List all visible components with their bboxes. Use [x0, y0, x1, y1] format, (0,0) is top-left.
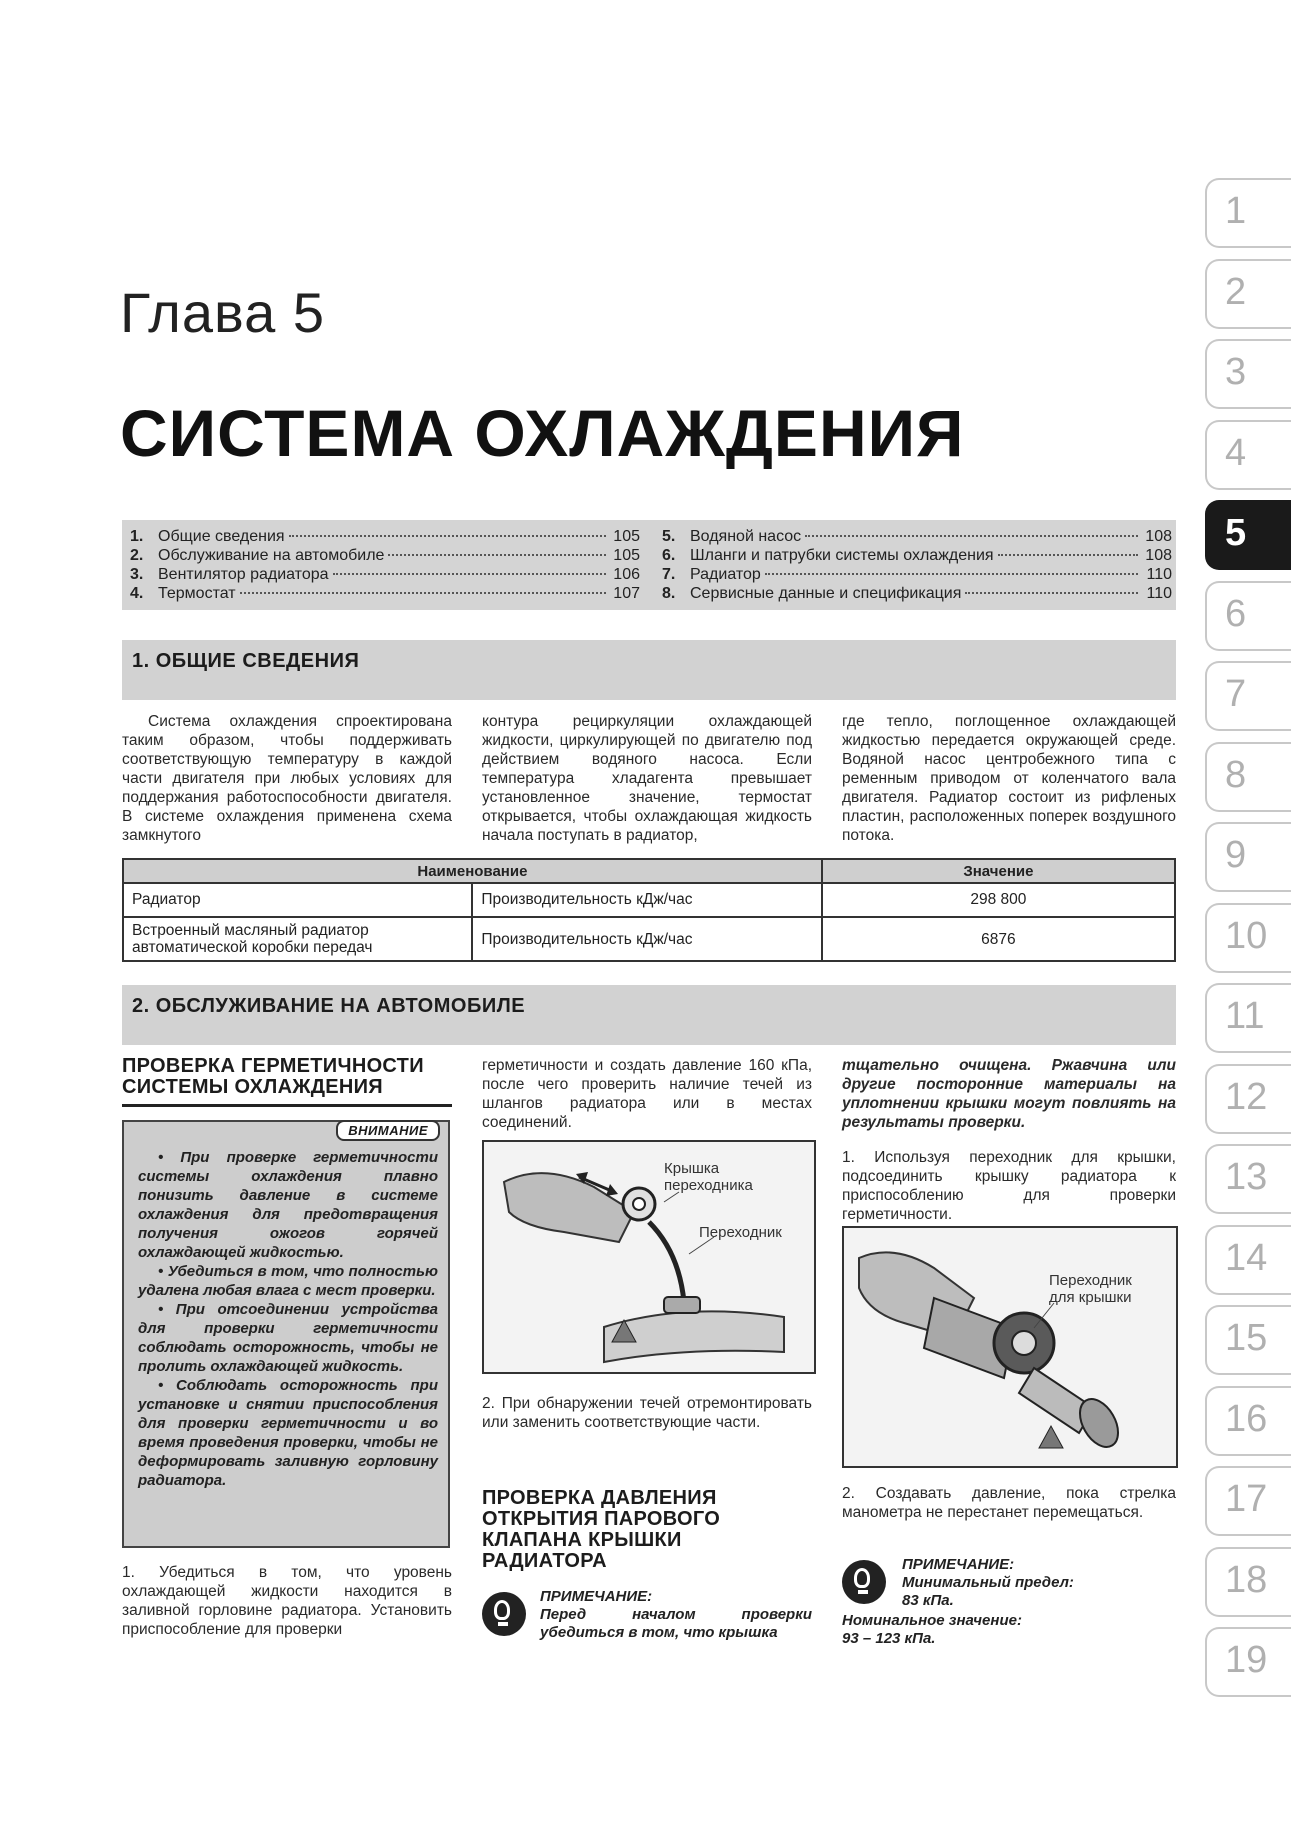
toc-entry[interactable]: [130, 547, 640, 566]
chapter-tab-label: 5: [1225, 512, 1247, 554]
figure-label-cap-adapter: Крышка переходника: [664, 1160, 753, 1194]
chapter-tab-label: 18: [1225, 1559, 1268, 1601]
chapter-tab-6[interactable]: [1205, 581, 1291, 651]
toc-entry-number: 6.: [662, 547, 676, 564]
paragraph: 2. Создавать давление, пока стрелка манометра не перестанет перемещаться.: [842, 1485, 1176, 1521]
column-2-top-text: [482, 1056, 812, 1132]
table-of-contents: [122, 520, 1176, 610]
chapter-tab-1[interactable]: [1205, 178, 1291, 248]
note-2-line: Минимальный предел:: [902, 1574, 1074, 1591]
chapter-tab-9[interactable]: [1205, 822, 1291, 892]
chapter-title: СИСТЕМА ОХЛАЖДЕНИЯ: [120, 396, 965, 470]
figure-label-adapter: Переходник: [699, 1224, 782, 1241]
table-cell-value: 298 800: [822, 883, 1175, 917]
toc-entry-page: 110: [1146, 566, 1172, 583]
toc-entry-number: 2.: [130, 547, 144, 564]
toc-leader-dots: [765, 573, 1138, 575]
chapter-tab-19[interactable]: [1205, 1627, 1291, 1697]
chapter-tab-label: 10: [1225, 915, 1268, 957]
chapter-tab-13[interactable]: [1205, 1144, 1291, 1214]
chapter-tab-4[interactable]: [1205, 420, 1291, 490]
toc-leader-dots: [388, 554, 606, 556]
note-2: [902, 1556, 1162, 1610]
toc-entry-page: 107: [613, 585, 640, 602]
toc-entry-number: 5.: [662, 528, 676, 545]
toc-entry-title: Общие сведения: [158, 528, 285, 545]
step-1-text: [122, 1563, 452, 1639]
chapter-tab-16[interactable]: [1205, 1386, 1291, 1456]
column-header-name: Наименование: [123, 859, 822, 883]
note-1-text: Перед началом проверки убедиться в том, что крышка: [540, 1606, 812, 1641]
paragraph: контура рециркуляции охлаждающей жидкости, циркулирующей по двигателю под действием водяного насоса. Если температура хладагента превышает установленное значение, термостат открывается, чтобы охлаждающая жидкость начала поступать в радиатор,: [482, 713, 812, 844]
toc-entry-page: 105: [613, 547, 640, 564]
toc-entry[interactable]: [662, 528, 1172, 547]
toc-entry[interactable]: [662, 566, 1172, 585]
toc-entry-title: Сервисные данные и спецификация: [690, 585, 962, 602]
chapter-tab-2[interactable]: [1205, 259, 1291, 329]
toc-entry[interactable]: [662, 547, 1172, 566]
table-cell-item: Встроенный масляный радиатор автоматической коробки передач: [123, 917, 472, 961]
toc-leader-dots: [289, 535, 606, 537]
paragraph: 1. Используя переходник для крышки, подсоединить крышку радиатора к приспособлению для проверки герметичности.: [842, 1149, 1176, 1223]
toc-leader-dots: [965, 592, 1138, 594]
step-3-text: [842, 1148, 1176, 1224]
chapter-tab-label: 3: [1225, 351, 1247, 393]
section-1-column-2: [482, 712, 812, 845]
paragraph: тщательно очищена. Ржавчина или другие посторонние материалы на уплотнении крышки могут повлиять на результаты проверки.: [842, 1057, 1176, 1131]
section-1-header: [122, 640, 1176, 700]
note-1: [540, 1588, 812, 1642]
step-4-text: [842, 1484, 1176, 1522]
paragraph: 2. При обнаружении течей отремонтировать или заменить соответствующие части.: [482, 1395, 812, 1431]
chapter-tab-label: 6: [1225, 593, 1247, 635]
subheading-leak-test: ПРОВЕРКА ГЕРМЕТИЧНОСТИ СИСТЕМЫ ОХЛАЖДЕНИЯ: [122, 1056, 452, 1107]
toc-entry-title: Обслуживание на автомобиле: [158, 547, 385, 564]
cap-adapter-illustration: [844, 1228, 1176, 1466]
toc-entry-title: Шланги и патрубки системы охлаждения: [690, 547, 994, 564]
toc-entry-page: 105: [613, 528, 640, 545]
note-1-title: ПРИМЕЧАНИЕ:: [540, 1588, 653, 1605]
paragraph: Система охлаждения спроектирована таким образом, чтобы поддерживать соответствующую температуру в каждой части двигателя при любых условиях для поддержания работоспособности двигателя. В системе охлаждения применена схема замкнутого: [122, 713, 452, 844]
warning-item: • При отсоединении устройства для проверки герметичности соблюдать осторожность, чтобы не пролить охлаждающей жидкость.: [138, 1301, 438, 1375]
subheading-cap-valve-test: ПРОВЕРКА ДАВЛЕНИЯ ОТКРЫТИЯ ПАРОВОГО КЛАПАНА КРЫШКИ РАДИАТОРА: [482, 1487, 721, 1572]
toc-leader-dots: [998, 554, 1138, 556]
warning-tag: ВНИМАНИЕ: [336, 1120, 440, 1141]
column-3-top-text: [842, 1056, 1176, 1132]
figure-pressure-tester: [482, 1140, 816, 1374]
toc-entry-page: 106: [613, 566, 640, 583]
figure-label-cap-adapter-2: Переходник для крышки: [1049, 1272, 1132, 1306]
chapter-tab-8[interactable]: [1205, 742, 1291, 812]
table-row: [123, 883, 1175, 917]
chapter-tab-label: 13: [1225, 1156, 1268, 1198]
toc-entry-title: Радиатор: [690, 566, 761, 583]
chapter-tab-label: 12: [1225, 1076, 1268, 1118]
specification-table: [122, 858, 1176, 962]
warning-item: • Соблюдать осторожность при установке и снятии приспособления для проверки герметичности и во время проведения проверки, чтобы не деформировать заливную горловину радиатора.: [138, 1377, 438, 1489]
table-cell-param: Производительность кДж/час: [472, 917, 821, 961]
table-header-row: [123, 859, 1175, 883]
chapter-tab-14[interactable]: [1205, 1225, 1291, 1295]
chapter-tab-label: 11: [1225, 995, 1265, 1037]
chapter-tab-label: 9: [1225, 834, 1247, 876]
section-2-title: 2. ОБСЛУЖИВАНИЕ НА АВТОМОБИЛЕ: [132, 995, 526, 1017]
toc-column-right: [662, 528, 1172, 604]
chapter-tab-15[interactable]: [1205, 1305, 1291, 1375]
paragraph: 1. Убедиться в том, что уровень охлаждающей жидкости находится в заливной горловине радиатора. Установить приспособление для проверки: [122, 1564, 452, 1638]
section-1-column-3: [842, 712, 1176, 845]
note-2-nominal: [842, 1612, 1162, 1648]
toc-entry-title: Вентилятор радиатора: [158, 566, 329, 583]
toc-leader-dots: [240, 592, 606, 594]
note-2-line: Номинальное значение:: [842, 1612, 1022, 1629]
figure-cap-adapter: [842, 1226, 1178, 1468]
toc-entry-title: Водяной насос: [690, 528, 802, 545]
chapter-tab-label: 7: [1225, 673, 1247, 715]
chapter-tab-label: 14: [1225, 1237, 1268, 1279]
step-2-text: [482, 1394, 812, 1432]
paragraph: где тепло, поглощенное охлаждающей жидкостью передается окружающей среде. Водяной насос центробежного типа с ременным приводом от коленчатого вала двигателя. Радиатор состоит из рифленых пластин, расположенных поперек воздушного потока.: [842, 713, 1176, 844]
toc-entry-title: Термостат: [158, 585, 236, 602]
note-icon: [842, 1560, 886, 1604]
toc-entry[interactable]: [130, 566, 640, 585]
toc-entry[interactable]: [130, 528, 640, 547]
toc-entry-number: 4.: [130, 585, 144, 602]
table-cell-param: Производительность кДж/час: [472, 883, 821, 917]
chapter-tab-label: 2: [1225, 271, 1247, 313]
note-icon: [482, 1592, 526, 1636]
chapter-tab-label: 4: [1225, 432, 1247, 474]
toc-entry-number: 3.: [130, 566, 144, 583]
table-cell-item: Радиатор: [123, 883, 472, 917]
chapter-tab-7[interactable]: [1205, 661, 1291, 731]
warning-item: • Убедиться в том, что полностью удалена любая влага с мест проверки.: [138, 1263, 438, 1299]
toc-entry-number: 8.: [662, 585, 676, 602]
toc-entry-page: 108: [1145, 547, 1172, 564]
section-1-column-1: [122, 712, 452, 845]
chapter-tab-12[interactable]: [1205, 1064, 1291, 1134]
chapter-tab-17[interactable]: [1205, 1466, 1291, 1536]
chapter-tab-3[interactable]: [1205, 339, 1291, 409]
paragraph: герметичности и создать давление 160 кПа, после чего проверить наличие течей из шлангов радиатора или в местах соединений.: [482, 1057, 812, 1131]
note-2-line: 93 – 123 кПа.: [842, 1630, 936, 1647]
toc-leader-dots: [333, 573, 606, 575]
toc-column-left: [130, 528, 640, 604]
chapter-tab-10[interactable]: [1205, 903, 1291, 973]
chapter-tab-label: 15: [1225, 1317, 1268, 1359]
chapter-tab-label: 16: [1225, 1398, 1268, 1440]
table-cell-value: 6876: [822, 917, 1175, 961]
toc-entry-page: 110: [1146, 585, 1172, 602]
chapter-tab-label: 17: [1225, 1478, 1268, 1520]
toc-entry-number: 7.: [662, 566, 676, 583]
note-2-title: ПРИМЕЧАНИЕ:: [902, 1556, 1015, 1573]
chapter-tab-11[interactable]: [1205, 983, 1291, 1053]
note-2-line: 83 кПа.: [902, 1592, 954, 1609]
section-1-title: 1. ОБЩИЕ СВЕДЕНИЯ: [132, 650, 360, 672]
column-header-value: Значение: [822, 859, 1175, 883]
chapter-tab-label: 19: [1225, 1639, 1268, 1681]
warning-item: • При проверке герметичности системы охлаждения плавно понизить давление в системе охлаждения для предотвращения получения ожогов горячей охлаждающей жидкостью.: [138, 1149, 438, 1261]
toc-entry[interactable]: [662, 585, 1172, 604]
chapter-tab-label: 8: [1225, 754, 1247, 796]
chapter-tab-5[interactable]: [1205, 500, 1291, 570]
section-2-header: [122, 985, 1176, 1045]
table-row: [123, 917, 1175, 961]
warning-box: [122, 1120, 450, 1548]
toc-leader-dots: [805, 535, 1138, 537]
warning-text: [138, 1148, 438, 1490]
chapter-tab-18[interactable]: [1205, 1547, 1291, 1617]
toc-entry-number: 1.: [130, 528, 144, 545]
chapter-tab-label: 1: [1225, 190, 1247, 232]
toc-entry[interactable]: [130, 585, 640, 604]
chapter-label: Глава 5: [120, 281, 325, 344]
toc-entry-page: 108: [1145, 528, 1172, 545]
